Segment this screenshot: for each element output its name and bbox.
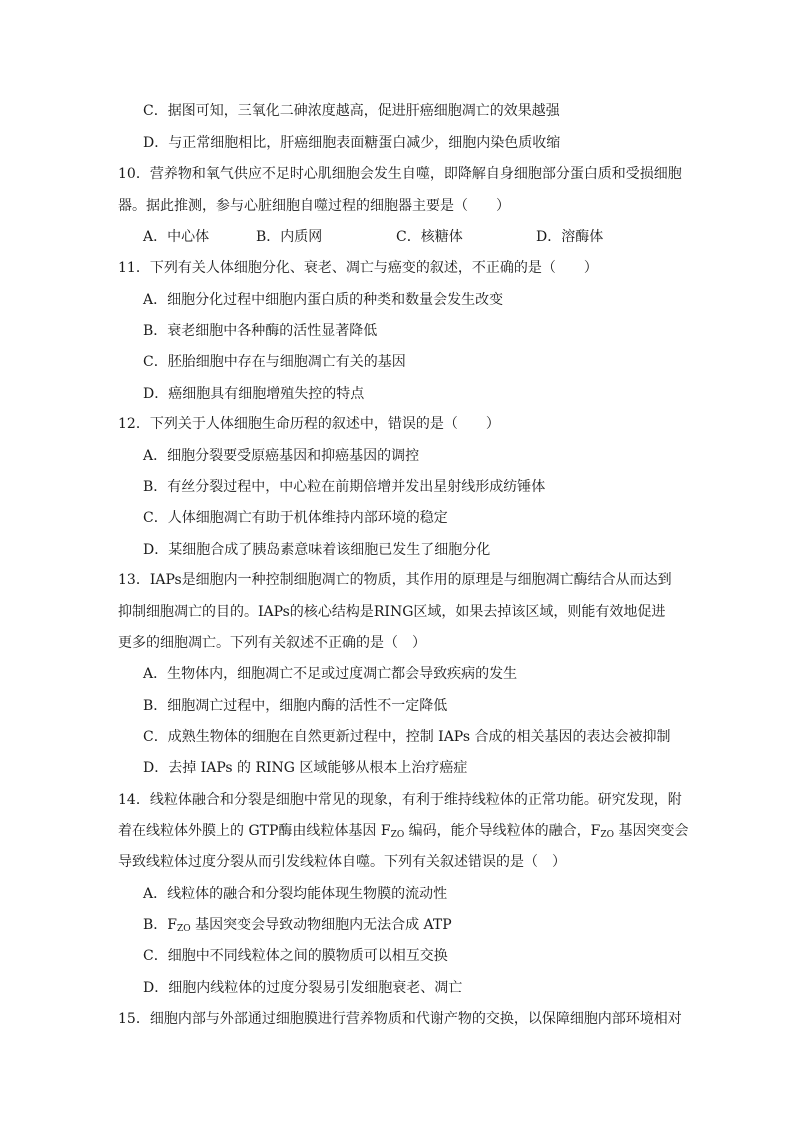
q11-option-b: B．衰老细胞中各种酶的活性显著降低: [143, 323, 378, 339]
q14-stem-line2-part2: 编码，能介导线粒体的融合，F: [404, 823, 601, 839]
q14-stem-line2-part3: 基因突变会: [614, 823, 689, 839]
q10-options: [143, 227, 603, 247]
q10-option-b: B．内质网: [256, 229, 323, 245]
q13-option-b: B．细胞凋亡过程中，细胞内酶的活性不一定降低: [143, 698, 448, 714]
q14-fzo-subscript: ZO: [390, 830, 405, 840]
q14-fzo-subscript-2: ZO: [600, 830, 615, 840]
q15-stem-line1: 15．细胞内部与外部通过细胞膜进行营养物质和代谢产物的交换，以保障细胞内部环境相对: [118, 1011, 682, 1027]
q12-option-b: B．有丝分裂过程中，中心粒在前期倍增并发出星射线形成纺锤体: [143, 479, 546, 495]
q14-option-b-text: 基因突变会导致动物细胞内无法合成 ATP: [190, 917, 452, 933]
q11-option-c: C．胚胎细胞中存在与细胞凋亡有关的基因: [143, 354, 406, 370]
q13-stem-line1: 13．IAPs是细胞内一种控制细胞凋亡的物质，其作用的原理是与细胞凋亡酶结合从而达到: [118, 572, 672, 588]
q12-option-a: A．细胞分裂要受原癌基因和抑癌基因的调控: [143, 448, 420, 464]
q11-option-a: A．细胞分化过程中细胞内蛋白质的种类和数量会发生改变: [143, 292, 504, 308]
q9-option-d: D．与正常细胞相比，肝癌细胞表面糖蛋白减少，细胞内染色质收缩: [143, 135, 561, 151]
q14-option-a: A．线粒体的融合和分裂均能体现生物膜的流动性: [143, 886, 448, 902]
q10-option-a: A．中心体: [143, 229, 210, 245]
q14-stem-line3: 导致线粒体过度分裂从而引发线粒体自噬。下列有关叙述错误的是（ ）: [118, 854, 566, 870]
q10-option-c: C．核糖体: [396, 229, 463, 245]
q13-stem-line3: 更多的细胞凋亡。下列有关叙述不正确的是（ ）: [118, 635, 426, 651]
q14-option-b: [143, 915, 452, 935]
q13-option-d: D．去掉 IAPs 的 RING 区域能够从根本上治疗癌症: [143, 760, 468, 776]
q11-option-d: D．癌细胞具有细胞增殖失控的特点: [143, 386, 365, 402]
q10-stem-line2: 器。据此推测，参与心脏细胞自噬过程的细胞器主要是（ ）: [118, 198, 510, 214]
q10-option-d: D．溶酶体: [536, 229, 604, 245]
q12-option-d: D．某细胞合成了胰岛素意味着该细胞已发生了细胞分化: [143, 542, 491, 558]
q14-option-c: C．细胞中不同线粒体之间的膜物质可以相互交换: [143, 948, 448, 964]
q14-option-b-subscript: ZO: [177, 924, 191, 934]
q11-stem-line1: 11．下列有关人体细胞分化、衰老、凋亡与癌变的叙述，不正确的是（ ）: [118, 260, 598, 276]
q14-stem-line2: [118, 821, 688, 841]
q14-option-d: D．细胞内线粒体的过度分裂易引发细胞衰老、凋亡: [143, 980, 463, 996]
q14-stem-line2-part1: 着在线粒体外膜上的 GTP酶由线粒体基因 F: [118, 823, 391, 839]
q13-stem-line2: 抑制细胞凋亡的目的。IAPs的核心结构是RING区域，如果去掉该区域，则能有效地促进: [118, 604, 666, 620]
q13-option-a: A．生物体内，细胞凋亡不足或过度凋亡都会导致疾病的发生: [143, 666, 518, 682]
q14-option-b-prefix: B．F: [143, 917, 178, 933]
q9-option-c: C．据图可知，三氧化二砷浓度越高，促进肝癌细胞凋亡的效果越强: [143, 103, 560, 119]
q12-stem-line1: 12．下列关于人体细胞生命历程的叙述中，错误的是（ ）: [118, 416, 500, 432]
q13-option-c: C．成熟生物体的细胞在自然更新过程中，控制 IAPs 合成的相关基因的表达会被抑制: [143, 729, 671, 745]
q12-option-c: C．人体细胞凋亡有助于机体维持内部环境的稳定: [143, 510, 448, 526]
q10-stem-line1: 10．营养物和氧气供应不足时心肌细胞会发生自噬，即降解自身细胞部分蛋白质和受损细胞: [118, 166, 682, 182]
q14-stem-line1: 14．线粒体融合和分裂是细胞中常见的现象，有利于维持线粒体的正常功能。研究发现，附: [118, 792, 682, 808]
